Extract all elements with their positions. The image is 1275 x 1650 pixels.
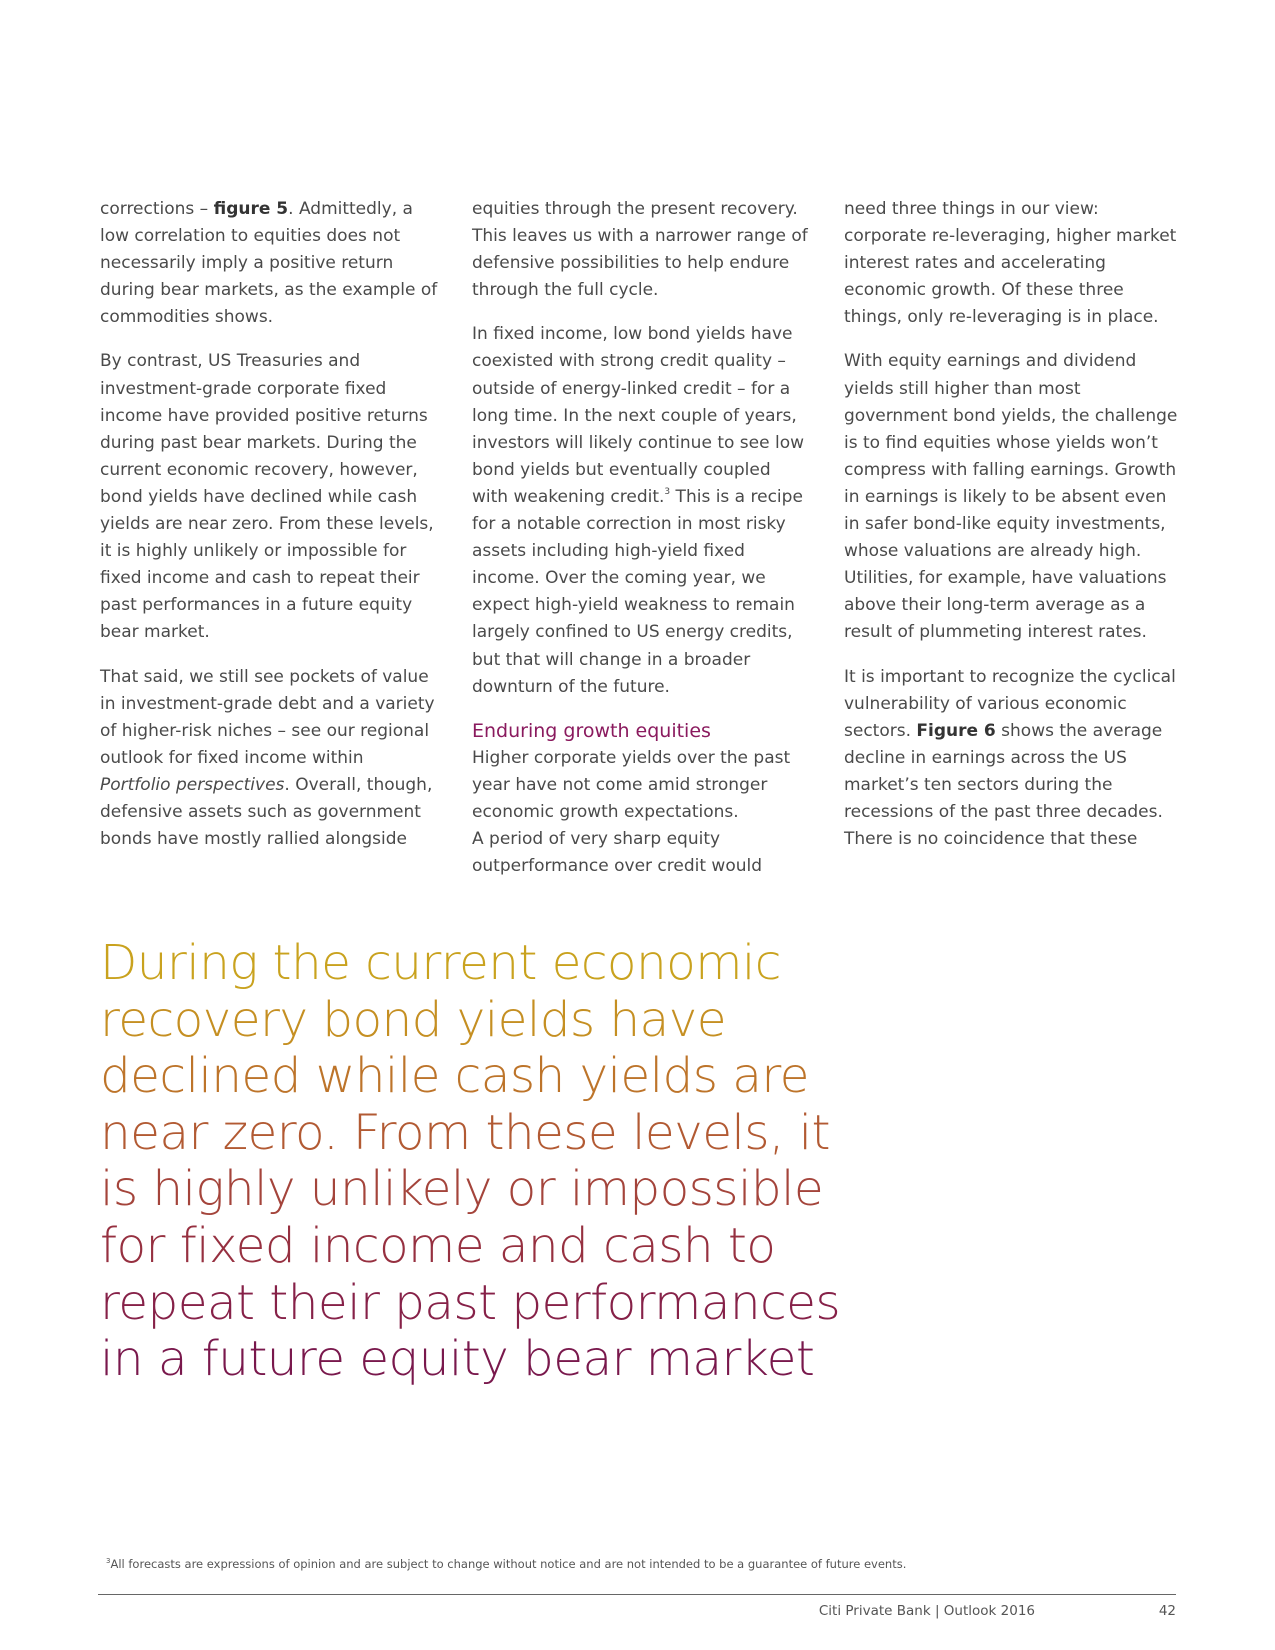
pull-quote-line: in a future equity bear market [100, 1331, 815, 1388]
figure-reference: figure 5 [213, 199, 289, 219]
paragraph: That said, we still see pockets of value in investment-grade debt and a variety of higher-risk niches – see our regional outlook for fixed income within Portfolio perspectives. Overall, though, defensive assets such as government bonds have mostly rallied alongside [100, 666, 435, 850]
footnote [106, 1557, 906, 1571]
pull-quote-line: recovery bond yields have [100, 991, 727, 1048]
pull-quote [100, 935, 840, 1388]
paragraph: In fixed income, low bond yields have coexisted with strong credit quality – outside of energy-linked credit – for a long time. In the next couple of years, investors will likely continue to see low bond yields but eventually coupled with weakening credit.$^3$ This is a recipe for a notable correction in most risky assets including high-yield fixed income. Over the coming year, we expect high-yield weakness to remain largely confined to US energy credits, but that will change in a broader downturn of the future. [472, 324, 804, 697]
section-subheading: Enduring growth equities [472, 719, 711, 742]
pull-quote-line: repeat their past performances [100, 1274, 841, 1331]
pull-quote-line: for fixed income and cash to [100, 1217, 776, 1274]
paragraph: With equity earnings and dividend yields still higher than most government bond yields, the challenge is to find equities whose yields won’t compress with falling earnings. Growth in earnings is likely to be absent even in safer bond-like equity investments, whose valuations are already high. Utilities, for example, have valuations above their long-term average as a result of plummeting interest rates. [844, 351, 1178, 643]
publication-title: Portfolio perspectives [100, 774, 285, 795]
footnote-marker: 3 [664, 486, 671, 497]
text-column-2 [472, 196, 810, 897]
pull-quote-line: near zero. From these levels, it [100, 1104, 830, 1161]
footnote-text: All forecasts are expressions of opinion and are subject to change without notice and are not intended to be a guarantee of future events. [110, 1557, 907, 1571]
paragraph: By contrast, US Treasuries and investment-grade corporate fixed income have provided positive returns during past bear markets. During the current economic recovery, however, bond yields have declined while cash yields are near zero. From these levels, it is highly unlikely or impossible for fixed income and cash to repeat their past performances in a future equity bear market. [100, 351, 434, 643]
paragraph: equities through the present recovery. This leaves us with a narrower range of defensive possibilities to help endure through the full cycle. [472, 199, 808, 301]
footnote-marker: 3 [106, 1557, 111, 1565]
text-column-1 [100, 196, 438, 870]
pull-quote-line: During the current economic [100, 935, 781, 991]
paragraph: It is important to recognize the cyclical vulnerability of various economic sectors. Figure 6 shows the average decline in earnings across the US market’s ten sectors during the recessions of the past three decades. There is no coincidence that these [844, 666, 1176, 850]
text-column-3 [844, 196, 1182, 870]
paragraph: need three things in our view: corporate re-leveraging, higher market interest rates and accelerating economic growth. Of these three things, only re-leveraging is in place. [844, 199, 1177, 328]
footer-publication: Citi Private Bank | Outlook 2016 [818, 1603, 1035, 1619]
page-number: 42 [1158, 1603, 1176, 1619]
footer-divider [98, 1594, 1176, 1595]
figure-reference: Figure 6 [916, 720, 996, 741]
pull-quote-line: is highly unlikely or impossible [100, 1161, 824, 1218]
paragraph: A period of very sharp equity outperformance over credit would [472, 828, 763, 877]
pull-quote-line: declined while cash yields are [100, 1048, 809, 1105]
paragraph: Higher corporate yields over the past year have not come amid stronger economic growth expectations. [472, 747, 791, 822]
paragraph: corrections – figure 5. Admittedly, a low correlation to equities does not necessarily imply a positive return during bear markets, as the example of commodities shows. [100, 199, 438, 328]
